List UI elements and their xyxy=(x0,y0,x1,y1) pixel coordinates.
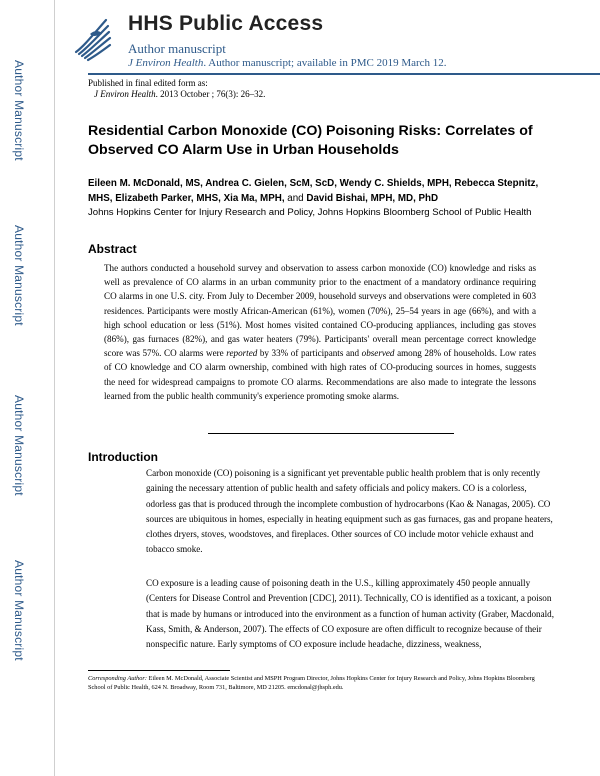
journal-name: J Environ Health xyxy=(128,57,204,69)
margin-rule xyxy=(54,0,55,776)
affiliation: Johns Hopkins Center for Injury Research and Policy, Johns Hopkins Bloomberg School of Public Health xyxy=(88,207,532,218)
author-manuscript-label: Author Manuscript xyxy=(12,60,26,161)
abstract-emph-observed: observed xyxy=(361,348,395,359)
author-manuscript-label: Author Manuscript xyxy=(12,395,26,496)
introduction-heading: Introduction xyxy=(88,450,158,464)
published-label: Published in final edited form as: xyxy=(88,78,208,88)
hhs-public-access-title: HHS Public Access xyxy=(128,12,324,35)
availability-text: . Author manuscript; available in PMC 2019 March 12. xyxy=(203,57,447,69)
article-title: Residential Carbon Monoxide (CO) Poisoning Risks: Correlates of Observed CO Alarm Use in Urban Households xyxy=(88,123,533,158)
footnote-label: Corresponding Author: xyxy=(88,675,147,682)
citation-details: . 2013 October ; 76(3): 26–32. xyxy=(155,89,266,99)
footnote-rule xyxy=(88,670,230,671)
intro-paragraph-2: CO exposure is a leading cause of poisoning death in the U.S., killing approximately 450 people annually (Centers for Disease Control and Prevention [CDC], 2011). Technically, CO is identified as a toxicant, a poison that is made by humans or introduced into the environment as a function of human activity (Graber, Macdonald, Kass, Smith, & Anderson, 2007). The effects of CO exposure are often difficult to recognize because of their nonspecific nature. Early symptoms of CO exposure include headache, dizziness, weakness, xyxy=(146,578,554,650)
citation xyxy=(88,89,265,100)
authors: Eileen M. McDonald, MS, Andrea C. Gielen, ScM, ScD, Wendy C. Shields, MPH, Rebecca Stepnitz, MHS, Elizabeth Parker, MHS, Xia Ma, MPH, xyxy=(88,178,539,204)
footnote-text: Eileen M. McDonald, Associate Scientist and MSPH Program Director, Johns Hopkins Center for Injury Research and Policy, Johns Hopkins Bloomberg School of Public Health, 624 N. Broadway, Room 731, Baltimore, MD 21205. emcdonal@jhsph.edu. xyxy=(88,675,535,691)
abstract-text-3: among 28% of households. Low rates of CO knowledge and CO alarm ownership, combined with high rates of CO-producing sources in homes, suggests the need for widespread campaigns to promote CO alarms. Recommendations are also made to integrate the lessons learned from the public health community's experience promoting smoke alarms. xyxy=(104,348,536,401)
author-manuscript-label: Author Manuscript xyxy=(12,560,26,661)
header-rule xyxy=(88,73,600,75)
publication-note xyxy=(88,78,265,100)
abstract-heading: Abstract xyxy=(88,242,137,256)
abstract-text-2: by 33% of participants and xyxy=(257,348,362,359)
corresponding-author-footnote xyxy=(88,675,544,693)
authors-and: and xyxy=(287,193,304,204)
abstract-rule xyxy=(208,433,454,434)
last-author: David Bishai, MPH, MD, PhD xyxy=(306,193,439,204)
author-manuscript-label: Author Manuscript xyxy=(12,225,26,326)
author-list xyxy=(88,176,558,206)
hhs-eagle-logo-icon xyxy=(70,14,114,64)
abstract-emph-reported: reported xyxy=(226,348,258,359)
citation-journal: J Environ Health xyxy=(94,89,156,99)
intro-paragraph-1: Carbon monoxide (CO) poisoning is a significant yet preventable public health problem that is only recently gaining the necessary attention of public health and safety officials and policy makers. CO is a colorless, odorless gas that is produced through the incomplete combustion of hydrocarbons (Kao & Nanagas, 2005). CO sources are ubiquitous in homes, especially in heating equipment such as gas furnaces, gas and propane heaters, clothes dryers, stoves, woodstoves, and fireplaces. Other sources of CO include motor vehicle exhaust and tobacco smoke. xyxy=(146,468,553,555)
author-manuscript-subtitle: Author manuscript xyxy=(128,41,226,56)
abstract-text-1: The authors conducted a household survey and observation to assess carbon monoxide (CO) knowledge and risks as well as prevalence of CO alarms in an urban community prior to the enactment of a mandatory ordinance requiring CO alarms in one U.S. city. From July to December 2009, household surveys and observations were completed in 603 residences. Participants were mostly African-American (61%), women (70%), 25–54 years in age (66%), and with a high school education or less (51%). Most homes visited contained CO-producing appliances, including gas stoves (86%), gas furnaces (82%), and gas water heaters (79%). Participants' overall mean percentage correct knowledge score was 57%. CO alarms were xyxy=(104,263,536,359)
journal-availability xyxy=(128,57,447,69)
abstract-body xyxy=(104,261,536,403)
